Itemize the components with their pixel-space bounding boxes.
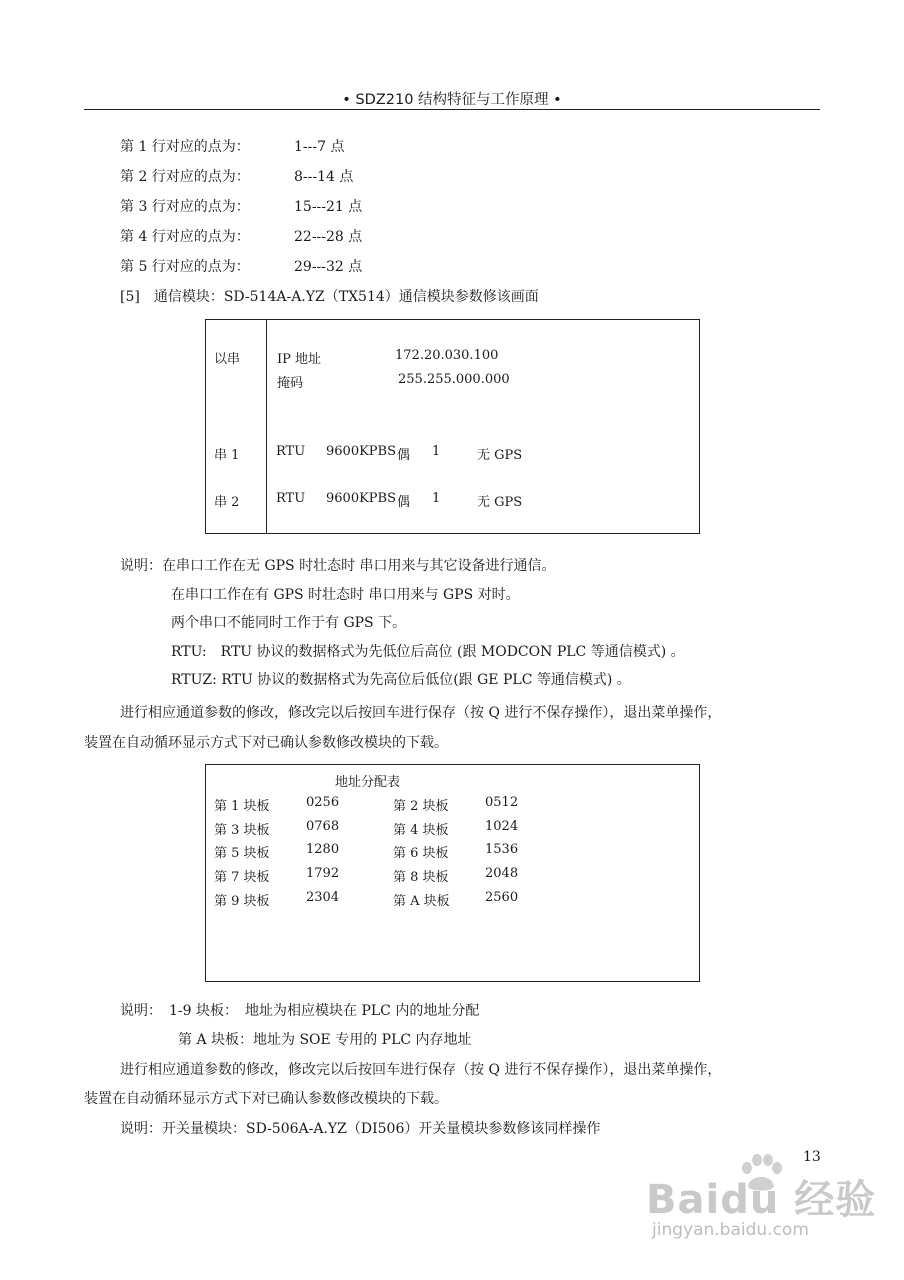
serial-stop: 1 [432, 491, 441, 506]
serial-gps: 无 GPS [477, 495, 523, 510]
note-line: RTU: RTU 协议的数据格式为先低位后高位 (跟 MODCON PLC 等通信模式) 。 [171, 644, 685, 660]
address-table [205, 764, 700, 982]
note-line: RTUZ: RTU 协议的数据格式为先高位后低位(跟 GE PLC 等通信模式) 。 [171, 672, 631, 688]
board-label: 第 6 块板 [393, 846, 449, 861]
watermark-url: jingyan.baidu.com [652, 1220, 809, 1240]
board-label: 第 2 块板 [393, 799, 449, 814]
row-point-range: 22---28 点 [294, 229, 363, 245]
board-label: 第 5 块板 [214, 846, 270, 861]
serial-parity: 偶 [397, 495, 411, 510]
board-label: 第 9 块板 [214, 894, 270, 909]
final-note: 说明：开关量模块：SD-506A-A.YZ（DI506）开关量模块参数修该同样操作 [120, 1121, 601, 1137]
board-label: 第 7 块板 [214, 870, 270, 885]
board-address: 2560 [485, 890, 519, 905]
comm-panel-divider [266, 320, 267, 533]
board-label: 第 3 块板 [214, 823, 270, 838]
board-label: 第 8 块板 [393, 870, 449, 885]
serial-stop: 1 [432, 444, 441, 459]
note-line: 在串口工作在有 GPS 时壮态时 串口用来与 GPS 对时。 [171, 587, 520, 603]
row-point-range: 29---32 点 [294, 259, 363, 275]
board-address: 1536 [485, 842, 519, 857]
paragraph-line: 进行相应通道参数的修改，修改完以后按回车进行保存（按 Q 进行不保存操作），退出菜单操作， [120, 705, 722, 721]
board-label: 第 4 块板 [393, 823, 449, 838]
note-line: 说明： 1-9 块板： 地址为相应模块在 PLC 内的地址分配 [120, 1003, 480, 1019]
serial-gps: 无 GPS [477, 448, 523, 463]
header-title: • SDZ210 结构特征与工作原理 • [342, 92, 562, 108]
address-table-title: 地址分配表 [335, 775, 401, 790]
serial-port: 串 1 [214, 448, 240, 463]
board-address: 1024 [485, 819, 519, 834]
note-line: 两个串口不能同时工作于有 GPS 下。 [171, 615, 407, 631]
row-point-range: 15---21 点 [294, 199, 363, 215]
paragraph-line: 进行相应通道参数的修改，修改完以后按回车进行保存（按 Q 进行不保存操作），退出菜单操作， [120, 1062, 722, 1078]
row-point-label: 第 2 行对应的点为： [120, 169, 250, 185]
serial-baud: 9600KPBS [326, 444, 397, 459]
row-point-range: 8---14 点 [294, 169, 354, 185]
comm-panel-label: 以串 [214, 352, 241, 367]
row-point-label: 第 4 行对应的点为： [120, 229, 250, 245]
note-line: 说明：在串口工作在无 GPS 时壮态时 串口用来与其它设备进行通信。 [120, 558, 556, 574]
section-5-heading: [5] 通信模块：SD-514A-A.YZ（TX514）通信模块参数修该画面 [120, 289, 539, 305]
board-address: 2304 [306, 890, 340, 905]
board-address: 0256 [306, 795, 340, 810]
serial-protocol: RTU [276, 444, 306, 459]
board-address: 1280 [306, 842, 340, 857]
header-rule [84, 109, 820, 110]
row-point-range: 1---7 点 [294, 139, 345, 155]
row-point-label: 第 5 行对应的点为： [120, 259, 250, 275]
board-address: 2048 [485, 866, 519, 881]
serial-parity: 偶 [397, 448, 411, 463]
mask-value: 255.255.000.000 [398, 372, 510, 387]
ip-label: IP 地址 [277, 352, 322, 367]
board-address: 0512 [485, 795, 519, 810]
mask-label: 掩码 [277, 376, 304, 391]
row-point-label: 第 3 行对应的点为： [120, 199, 250, 215]
ip-value: 172.20.030.100 [395, 348, 499, 363]
page-number: 13 [803, 1149, 821, 1165]
serial-baud: 9600KPBS [326, 491, 397, 506]
paragraph-line: 装置在自动循环显示方式下对已确认参数修改模块的下载。 [84, 735, 448, 751]
board-address: 0768 [306, 819, 340, 834]
paragraph-line: 装置在自动循环显示方式下对已确认参数修改模块的下载。 [84, 1091, 448, 1107]
watermark-brand: Baidu 经验 [646, 1177, 877, 1223]
note-line: 第 A 块板：地址为 SOE 专用的 PLC 内存地址 [178, 1032, 472, 1048]
serial-port: 串 2 [214, 495, 240, 510]
board-address: 1792 [306, 866, 340, 881]
board-label: 第 A 块板 [393, 894, 450, 909]
serial-protocol: RTU [276, 491, 306, 506]
row-point-label: 第 1 行对应的点为： [120, 139, 250, 155]
board-label: 第 1 块板 [214, 799, 270, 814]
